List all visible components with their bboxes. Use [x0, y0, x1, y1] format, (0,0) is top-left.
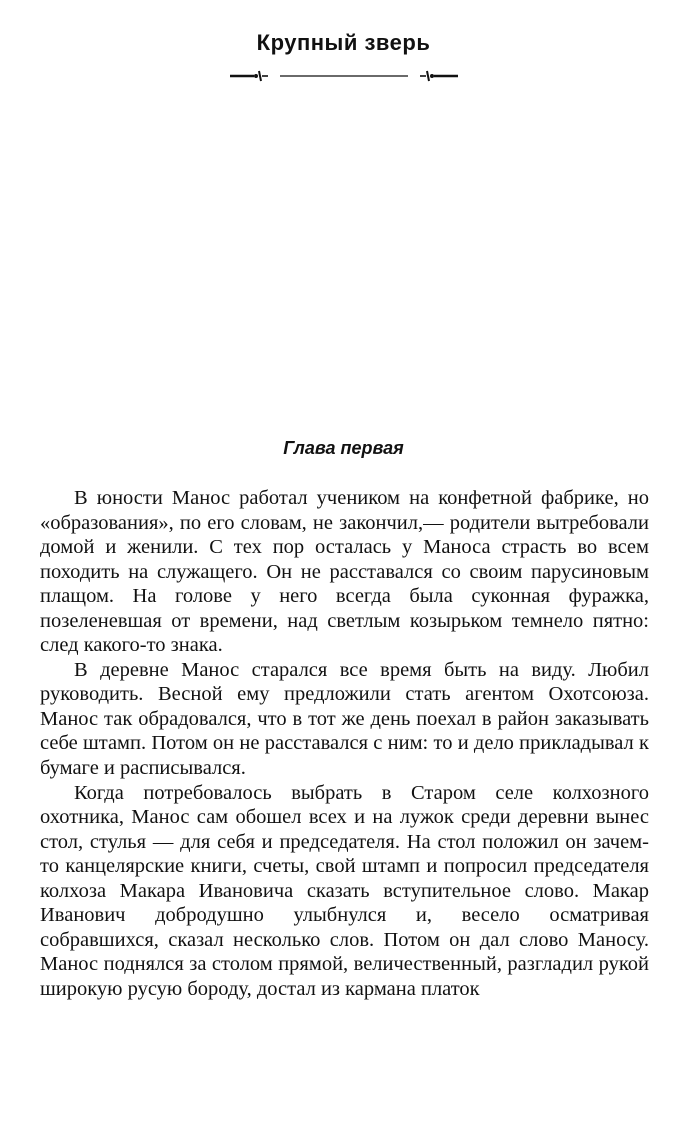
body-text — [40, 486, 649, 1001]
title-ornament — [228, 68, 460, 84]
paragraph: Когда потребовалось выбрать в Старом селе колхозного охотника, Манос сам обошел всех и на лужок среди деревни вынес стол, стулья — для себя и председателя. На стол положил он зачем-то канцелярские книги, счеты, свой штамп и попросил председателя колхоза Макара Ивановича сказать вступительное слово. Макар Иванович добродушно улыбнулся и, весело осматривая собравшихся, сказал несколько слов. Потом он дал слово Маносу. Манос поднялся за столом прямой, величественный, разгладил рукой широкую русую бороду, достал из кармана платок — [40, 781, 649, 1000]
paragraph: В юности Манос работал учеником на конфетной фабрике, но «образования», по его словам, не закончил,— родители вытребовали домой и женили. С тех пор осталась у Маноса страсть во всем походить на служащего. Он не расставался со своим парусиновым плащом. На голове у него всегда была суконная фуражка, позеленевшая от времени, над светлым козырьком темнело пятно: след какого-то знака. — [40, 487, 649, 657]
chapter-heading: Глава первая — [283, 438, 404, 458]
story-title: Крупный зверь — [256, 30, 431, 55]
paragraph: В деревне Манос старался все время быть на виду. Любил руководить. Весной ему предложили стать агентом Охотсоюза. Манос так обрадовался, что в тот же день поехал в район заказывать себе штамп. Потом он не расставался с ним: то и дело прикладывал к бумаге и расписывался. — [40, 658, 649, 780]
